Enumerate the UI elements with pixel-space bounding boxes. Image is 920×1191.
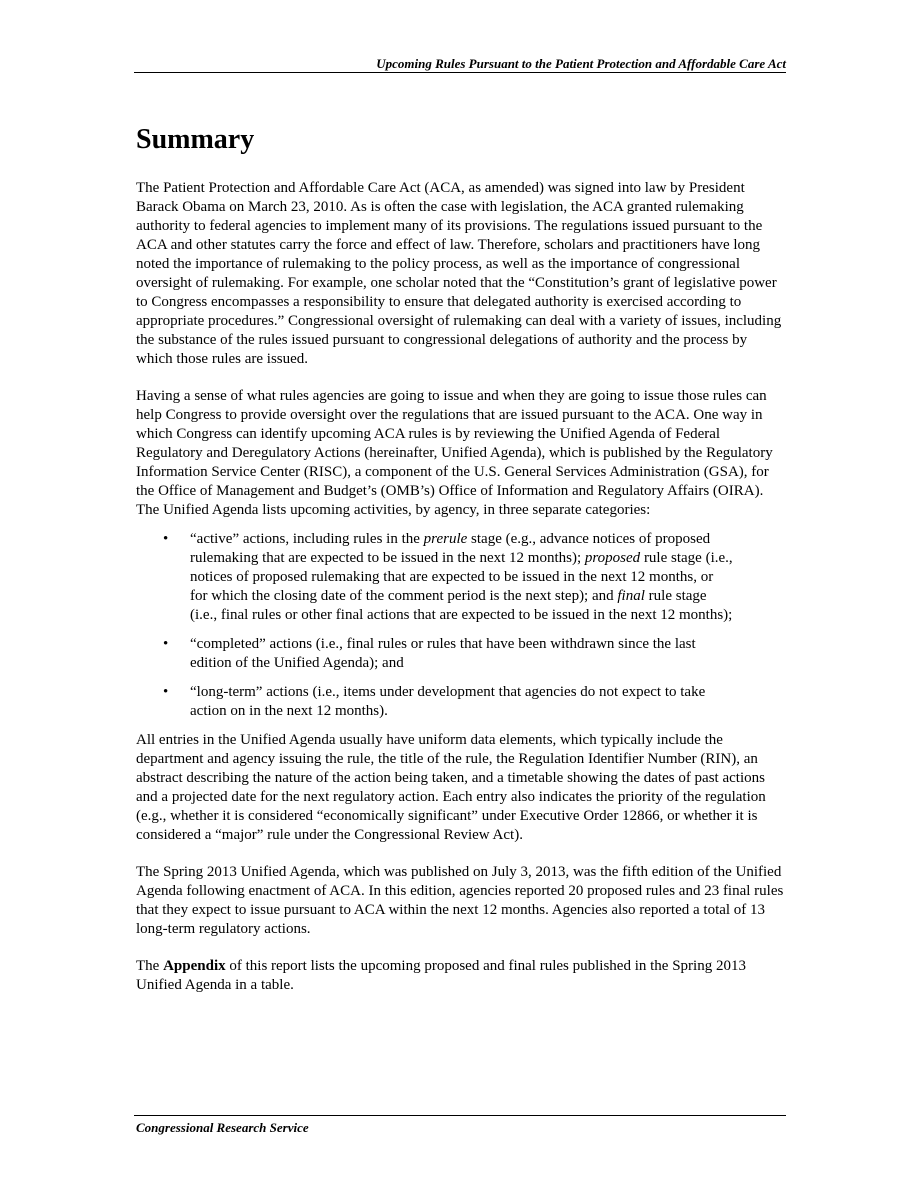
bullet-icon: • xyxy=(163,684,169,700)
paragraph-spring-2013: The Spring 2013 Unified Agenda, which was published on July 3, 2013, was the fifth edition of the Unified Agenda following enactment of ACA. In this edition, agencies reported 20 proposed rules and 23 final rules that they expect to issue pursuant to ACA within the next 12 months. Agencies also reported a total of 13 long-term regulatory actions. xyxy=(136,864,784,937)
appendix-reference: Appendix xyxy=(163,958,226,974)
list-item-long-term: • “long-term” actions (i.e., items under development that agencies do not expect to take action on in the next 12 months). xyxy=(163,684,706,719)
list-item-active: • “active” actions, including rules in the prerule stage (e.g., advance notices of proposed rulemaking that are expected to be issued in the next 12 months); proposed rule stage (i.e., notices of proposed rulemaking that are expected to be issued in the next 12 months, or for which the closing date of the comment period is the next step); and final rule stage (i.e., final rules or other final actions that are expected to be issued in the next 12 months); xyxy=(163,531,733,623)
header-divider xyxy=(134,72,786,73)
section-title: Summary xyxy=(136,124,255,155)
list-item-completed: • “completed” actions (i.e., final rules or rules that have been withdrawn since the last edition of the Unified Agenda); and xyxy=(163,636,696,671)
category-list xyxy=(136,530,786,721)
paragraph-aca-intro: The Patient Protection and Affordable Care Act (ACA, as amended) was signed into law by President Barack Obama on March 23, 2010. As is often the case with legislation, the ACA granted rulemaking authority to federal agencies to implement many of its provisions. The regulations issued pursuant to the ACA and other statutes carry the force and effect of law. Therefore, scholars and practitioners have long noted the importance of rulemaking to the policy process, as well as the importance of congressional oversight of rulemaking. For example, one scholar noted that the “Constitution’s grant of legislative power to Congress encompasses a responsibility to ensure that delegated authority is exercised according to appropriate procedures.” Congressional oversight of rulemaking can deal with a variety of issues, including the substance of the rules issued pursuant to congressional delegations of authority and the process by which those rules are issued. xyxy=(136,180,782,367)
paragraph-unified-agenda: Having a sense of what rules agencies are going to issue and when they are going to issue those rules can help Congress to provide oversight over the regulations that are issued pursuant to the ACA. One way in which Congress can identify upcoming ACA rules is by reviewing the Unified Agenda of Federal Regulatory and Deregulatory Actions (hereinafter, Unified Agenda), which is published by the Regulatory Information Service Center (RISC), a component of the U.S. General Services Administration (GSA), for the Office of Management and Budget’s (OMB’s) Office of Information and Regulatory Affairs (OIRA). The Unified Agenda lists upcoming activities, by agency, in three separate categories: xyxy=(136,388,773,518)
footer-organization: Congressional Research Service xyxy=(136,1120,309,1135)
summary-body xyxy=(136,179,786,1013)
paragraph-data-elements: All entries in the Unified Agenda usually have uniform data elements, which typically include the department and agency issuing the rule, the title of the rule, the Regulation Identifier Number (RIN), an abstract describing the nature of the action being taken, and a timetable showing the dates of past actions and a projected date for the next regulatory action. Each entry also indicates the priority of the regulation (e.g., whether it is considered “economically significant” under Executive Order 12866, or whether it is considered a “major” rule under the Congressional Review Act). xyxy=(136,732,766,843)
paragraph-appendix: The Appendix of this report lists the upcoming proposed and final rules published in the Spring 2013 Unified Agenda in a table. xyxy=(136,958,746,993)
running-header: Upcoming Rules Pursuant to the Patient Protection and Affordable Care Act xyxy=(376,56,786,71)
bullet-icon: • xyxy=(163,531,169,547)
bullet-icon: • xyxy=(163,636,169,652)
footer-divider xyxy=(134,1115,786,1116)
